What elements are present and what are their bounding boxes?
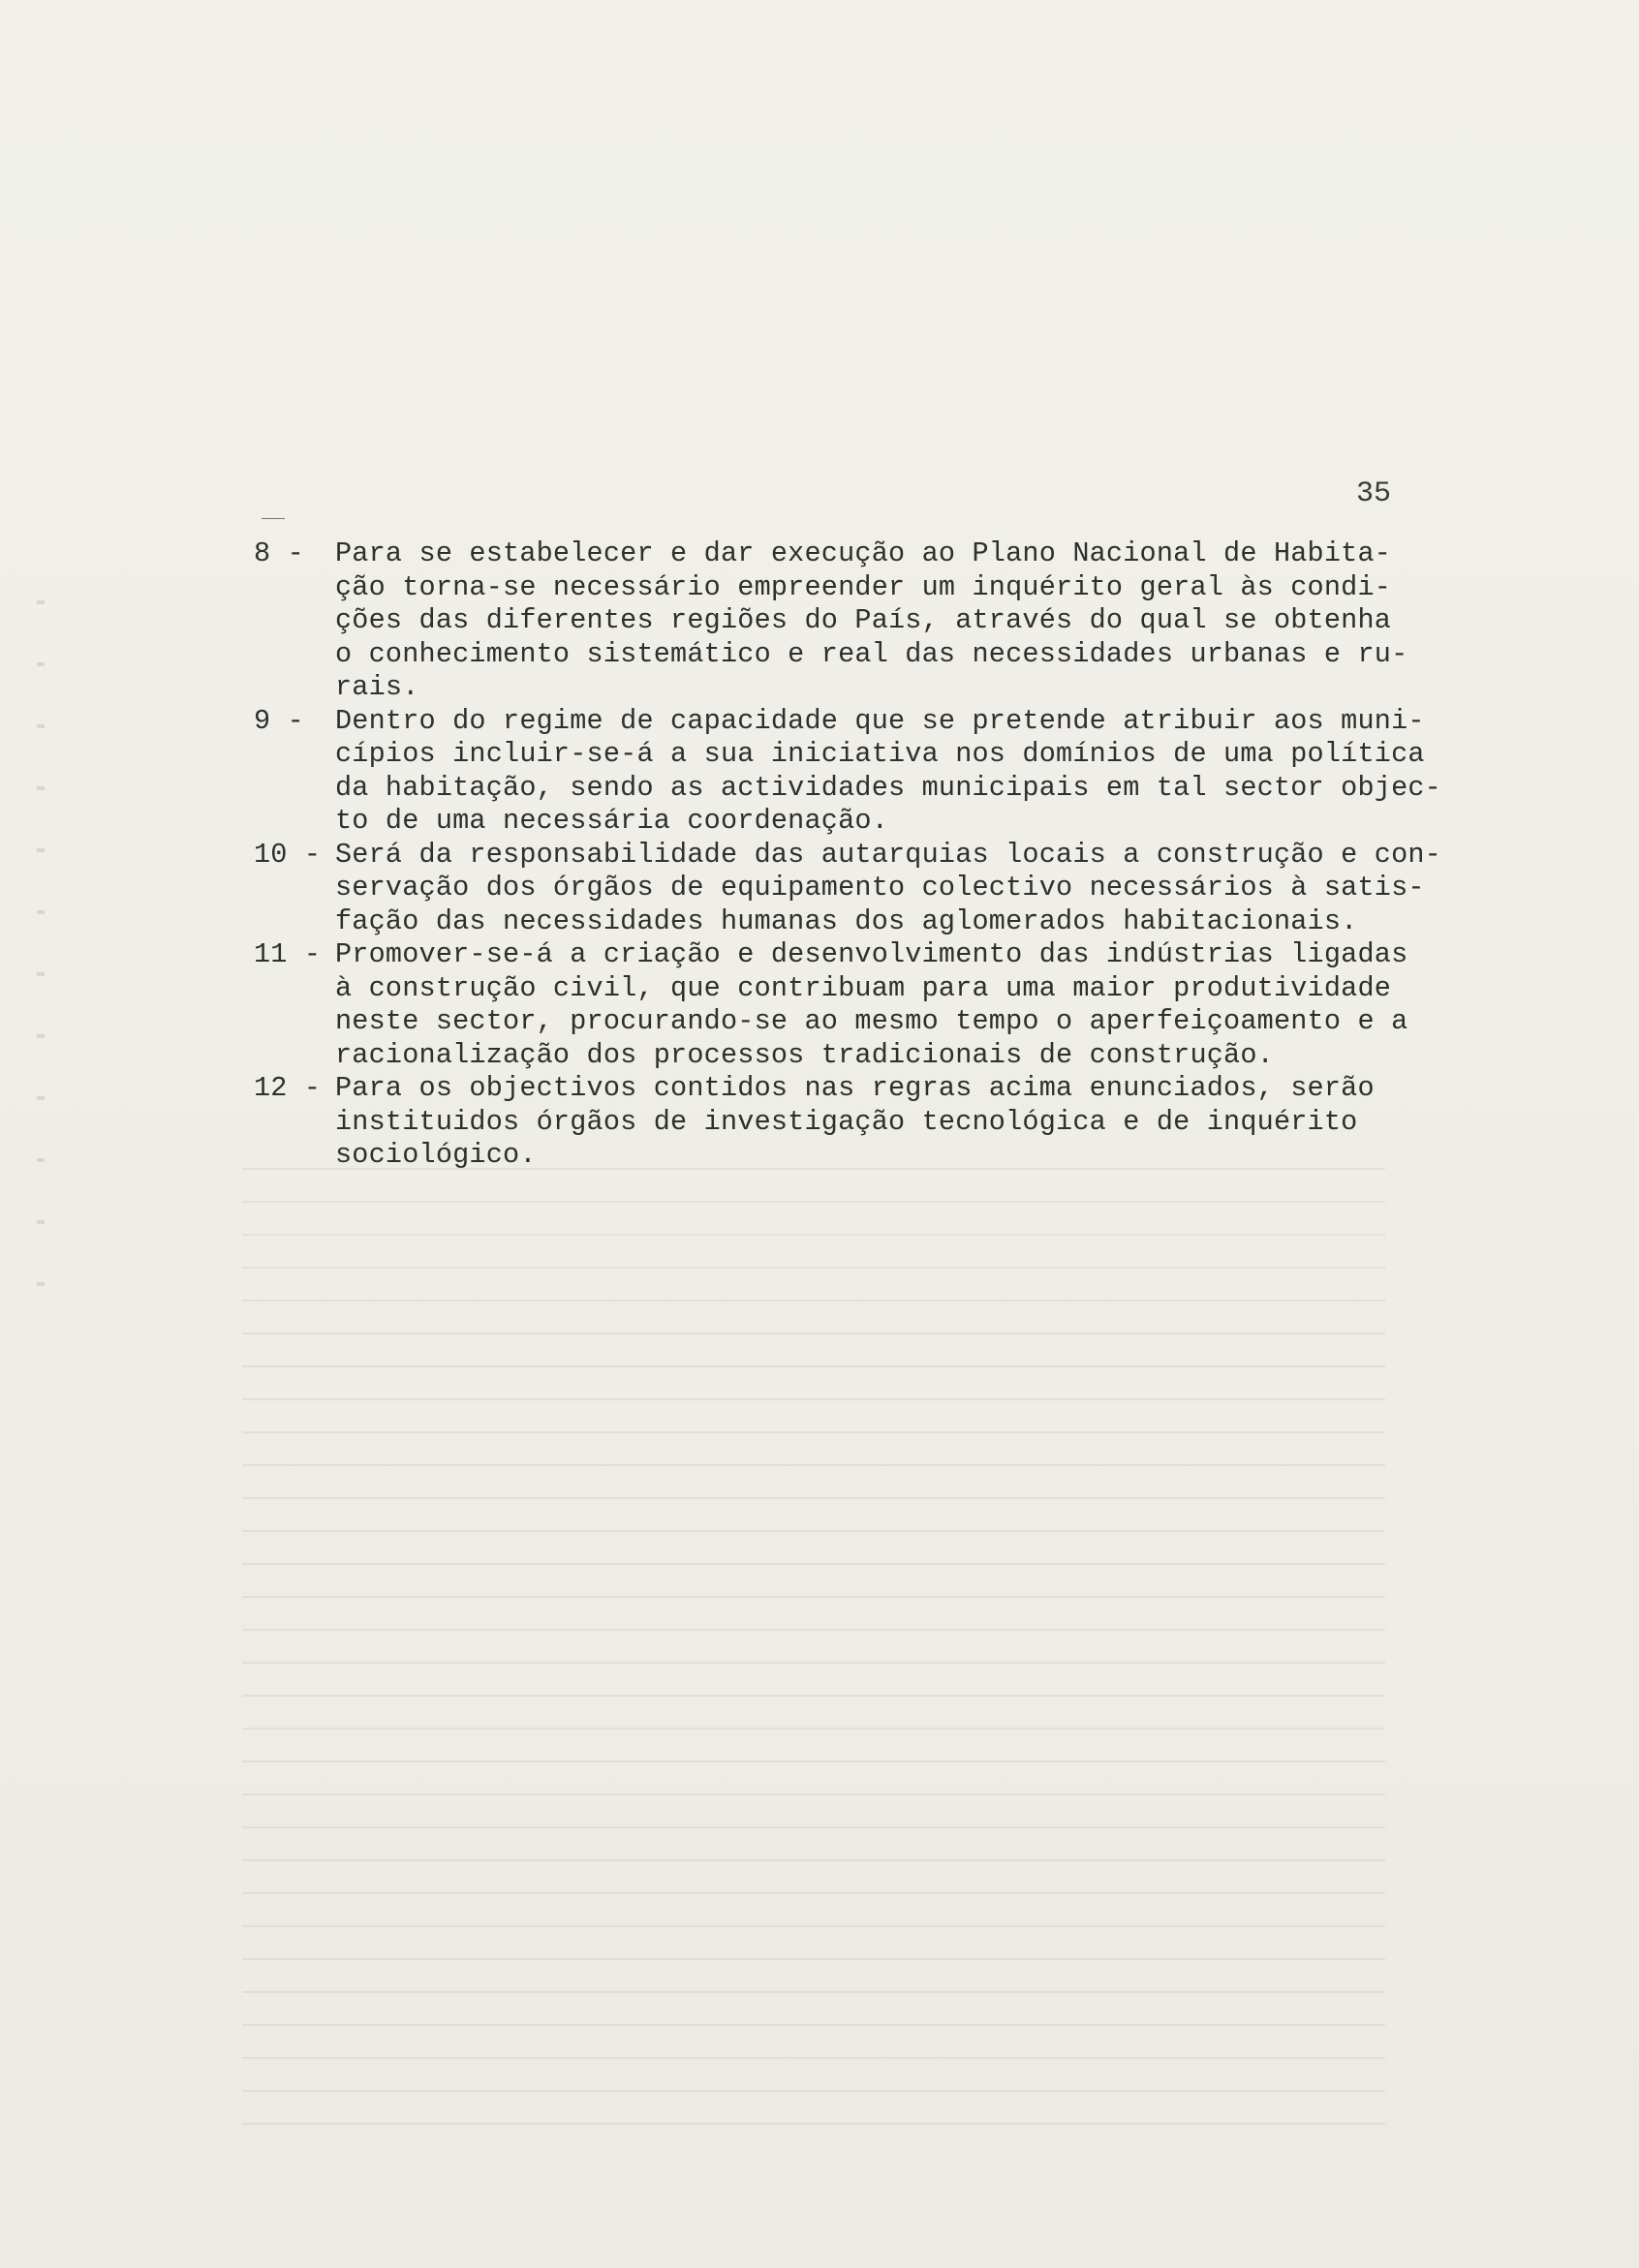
text-line: fação das necessidades humanas dos aglomerados habitacionais. [335,904,1358,937]
numbered-paragraphs [254,537,1455,1173]
text-line: cípios incluir-se-á a sua iniciativa nos domínios de uma política [335,738,1425,770]
paragraph-number: 11 - [254,938,322,970]
text-line: o conhecimento sistemático e real das necessidades urbanas e ru- [335,637,1408,670]
paragraph-9 [254,705,1455,839]
binding-marks [37,542,45,1317]
text-line: instituidos órgãos de investigação tecnológica e de inquérito [335,1105,1358,1138]
text-line: rais. [335,671,419,703]
text-line: Dentro do regime de capacidade que se pretende atribuir aos muni- [335,704,1425,737]
text-line: Para os objectivos contidos nas regras acima enunciados, serão [335,1072,1375,1104]
paragraph-number: 8 - [254,537,304,569]
text-line: da habitação, sendo as actividades municipais em tal sector objec- [335,771,1441,804]
text-line: servação dos órgãos de equipamento colectivo necessários à satis- [335,872,1425,904]
paragraph-11 [254,938,1455,1072]
text-line: Será da responsabilidade das autarquias locais a construção e con- [335,838,1441,871]
page-number: 35 [1356,477,1392,510]
paragraph-8 [254,537,1455,705]
text-line: to de uma necessária coordenação. [335,805,888,837]
text-line: sociológico. [335,1139,537,1171]
text-line: ção torna-se necessário empreender um inquérito geral às condi- [335,570,1392,603]
paragraph-number: 9 - [254,704,304,737]
paragraph-10 [254,839,1455,939]
bleed-through-texture [242,1143,1385,2130]
text-line: Para se estabelecer e dar execução ao Plano Nacional de Habita- [335,537,1392,569]
text-line: à construção civil, que contribuam para uma maior produtividade [335,971,1392,1004]
margin-mark [262,518,285,519]
paragraph-12 [254,1072,1455,1173]
text-line: ções das diferentes regiões do País, através do qual se obtenha [335,604,1392,636]
text-line: racionalização dos processos tradicionais de construção. [335,1038,1274,1071]
paragraph-number: 12 - [254,1072,322,1104]
text-line: neste sector, procurando-se ao mesmo tempo o aperfeiçoamento e a [335,1005,1408,1037]
paragraph-number: 10 - [254,838,322,871]
text-line: Promover-se-á a criação e desenvolvimento das indústrias ligadas [335,938,1408,970]
